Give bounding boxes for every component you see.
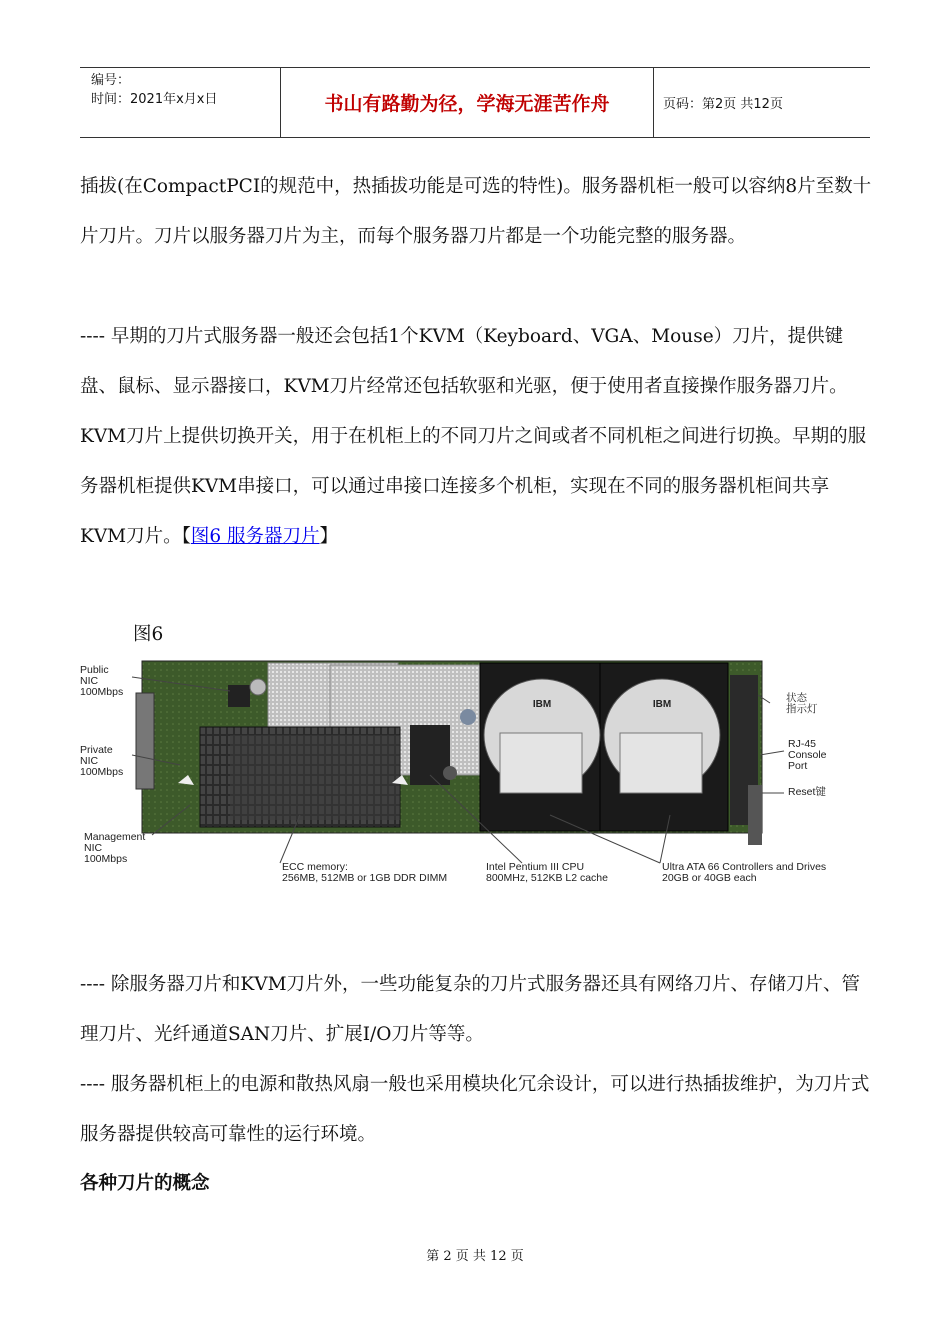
figure-label: 图6	[133, 624, 164, 645]
paragraph-2-end: 】	[319, 526, 339, 547]
paragraph-2-text: ---- 早期的刀片式服务器一般还会包括1个KVM（Keyboard、VGA、Mouse）刀片，提供键盘、鼠标、显示器接口，KVM刀片经常还包括软驱和光驱，便于使用者直接操作服务器刀片。KVM刀片上提供切换开关，用于在机柜上的不同刀片之间或者不同机柜之间进行切换。早期的服务器机柜提供KVM串接口，可以通过串接口连接多个机柜，实现在不同的服务器机柜间共享KVM刀片。【	[80, 326, 867, 547]
paragraph-1: 插拔(在CompactPCI的规范中，热插拔功能是可选的特性)。服务器机柜一般可以容纳8片至数十片刀片。刀片以服务器刀片为主，而每个服务器刀片都是一个功能完整的服务器。	[80, 176, 872, 247]
paragraph-3: ---- 除服务器刀片和KVM刀片外，一些功能复杂的刀片式服务器还具有网络刀片、存储刀片、管理刀片、光纤通道SAN刀片、扩展I/O刀片等等。	[80, 974, 861, 1045]
ecc-memory-label: ECC memory: 256MB, 512MB or 1GB DDR DIMM	[282, 861, 448, 884]
header-motto: 书山有路勤为径，学海无涯苦作舟	[281, 68, 654, 137]
server-blade-image	[80, 655, 870, 895]
drive-1-brand: IBM	[532, 699, 552, 710]
section-title: 各种刀片的概念	[80, 1173, 210, 1194]
public-nic-label: Public NIC 100Mbps	[80, 664, 124, 698]
page-header	[80, 67, 870, 138]
paragraph-4: ---- 服务器机柜上的电源和散热风扇一般也采用模块化冗余设计，可以进行热插拔维护，为刀片式服务器提供较高可靠性的运行环境。	[80, 1074, 870, 1145]
ata-drives-label: Ultra ATA 66 Controllers and Drives 20GB or 40GB each	[662, 861, 827, 884]
private-nic-label: Private NIC 100Mbps	[80, 744, 124, 778]
status-led-label: 状态 指示灯	[786, 692, 818, 715]
paragraph-2	[80, 312, 872, 562]
drive-2-brand: IBM	[652, 699, 672, 710]
reset-label: Reset键	[788, 786, 826, 798]
server-blade-photo	[80, 655, 870, 895]
cpu-label: Intel Pentium III CPU 800MHz, 512KB L2 cache	[486, 861, 608, 884]
number-label: 编号：	[91, 73, 131, 88]
rj45-label: RJ-45 Console Port	[788, 738, 827, 772]
header-meta	[80, 68, 281, 137]
figure-6-link[interactable]: 图6 服务器刀片	[190, 526, 320, 547]
management-nic-label: Management NIC 100Mbps	[84, 831, 146, 865]
header-page-info: 页码：第2页 共12页	[663, 97, 783, 112]
time-label: 时间：2021年x月x日	[91, 92, 218, 107]
page-footer: 第 2 页 共 12 页	[426, 1249, 524, 1264]
